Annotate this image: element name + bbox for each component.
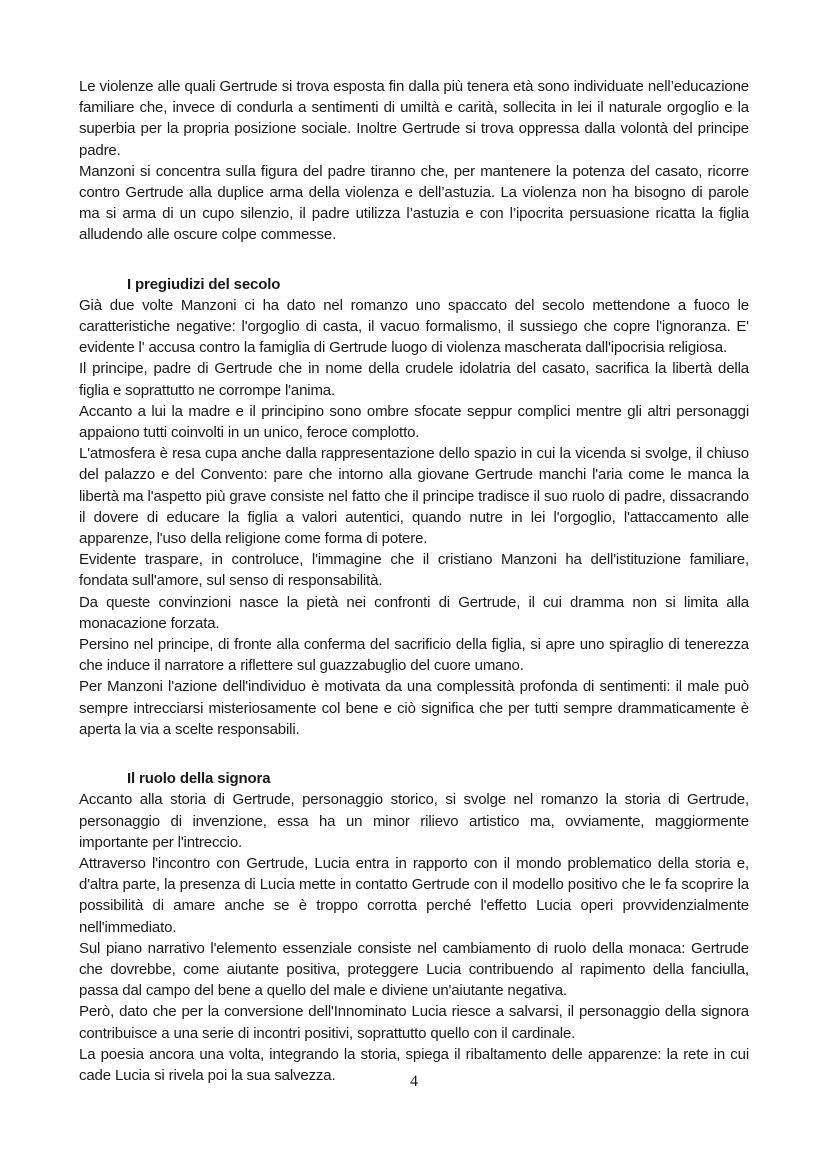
section-pregiudizi bbox=[79, 274, 749, 740]
paragraph: L'atmosfera è resa cupa anche dalla rappresentazione dello spazio in cui la vicenda si svolge, il chiuso del palazzo e del Convento: pare che intorno alla giovane Gertrude manchi l'aria come le manca la libertà ma l'aspetto più grave consiste nel fatto che il principe tradisce il suo ruolo di padre, dissacrando il dovere di educare la figlia a valori autentici, quando nutre in lei l'orgoglio, l'attaccamento alle apparenze, l'uso della religione come forma di potere. bbox=[79, 445, 749, 548]
paragraph: Il principe, padre di Gertrude che in nome della crudele idolatria del casato, sacrifica la libertà della figlia e soprattutto ne corrompe l'anima. bbox=[79, 360, 749, 399]
paragraph: La poesia ancora una volta, integrando la storia, spiega il ribaltamento delle apparenze: la rete in cui cade Lucia si rivela poi la sua salvezza. bbox=[79, 1045, 749, 1084]
section-spacer bbox=[79, 761, 749, 768]
paragraph: Persino nel principe, di fronte alla conferma del sacrificio della figlia, si apre uno spiraglio di tenerezza che induce il narratore a riflettere sul guazzabuglio del cuore umano. bbox=[79, 636, 749, 675]
document-page bbox=[79, 76, 749, 1086]
paragraph: Da queste convinzioni nasce la pietà nei confronti di Gertrude, il cui dramma non si limita alla monacazione forzata. bbox=[79, 593, 749, 632]
page-number: 4 bbox=[410, 1073, 418, 1090]
paragraph: Manzoni si concentra sulla figura del padre tiranno che, per mantenere la potenza del casato, ricorre contro Gertrude alla duplice arma della violenza e dell’astuzia. La violenza non ha bisogno di parole ma si arma di un cupo silenzio, il padre utilizza l’astuzia e con l’ipocrita persuasione ricatta la figlia alludendo alle oscure colpe commesse. bbox=[79, 162, 749, 244]
section-heading: Il ruolo della signora bbox=[127, 770, 271, 788]
paragraph: Già due volte Manzoni ci ha dato nel romanzo uno spaccato del secolo mettendone a fuoco le caratteristiche negative: l'orgoglio di casta, il vacuo formalismo, il sussiego che copre l'ignoranza. E' evidente l' accusa contro la famiglia di Gertrude luogo di violenza mascherata dall'ipocrisia religiosa. bbox=[79, 296, 749, 357]
paragraph: Accanto alla storia di Gertrude, personaggio storico, si svolge nel romanzo la storia di Gertrude, personaggio di invenzione, essa ha un minor rilievo artistico ma, ovviamente, maggiormente importante per l'intreccio. bbox=[79, 791, 749, 851]
section-ruolo-signora bbox=[79, 768, 749, 1086]
paragraph: Per Manzoni l'azione dell'individuo è motivata da una complessità profonda di sentimenti: il male può sempre intrecciarsi misteriosamente col bene e ciò significa che per tutti sempre drammaticamente è aperta la via a scelte responsabili. bbox=[79, 678, 749, 738]
paragraph: Però, dato che per la conversione dell'Innominato Lucia riesce a salvarsi, il personaggio della signora contribuisce a una serie di incontri positivi, soprattutto quello con il cardinale. bbox=[79, 1003, 749, 1042]
paragraph: Le violenze alle quali Gertrude si trova esposta fin dalla più tenera età sono individuate nell’educazione familiare che, invece di condurla a sentimenti di umiltà e carità, sollecita in lei il naturale orgoglio e la superbia per la propria posizione sociale. Inoltre Gertrude si trova oppressa dalla volontà del principe padre. bbox=[79, 78, 749, 159]
section-spacer bbox=[79, 267, 749, 274]
section-spacer bbox=[79, 740, 749, 761]
section-heading: I pregiudizi del secolo bbox=[127, 275, 281, 293]
section-spacer bbox=[79, 246, 749, 267]
intro-section bbox=[79, 76, 749, 246]
paragraph: Accanto a lui la madre e il principino sono ombre sfocate seppur complici mentre gli altri personaggi appaiono tutti coinvolti in un unico, feroce complotto. bbox=[79, 402, 749, 442]
paragraph: Sul piano narrativo l'elemento essenziale consiste nel cambiamento di ruolo della monaca: Gertrude che dovrebbe, come aiutante positiva, proteggere Lucia contribuendo al rapimento della fanciulla, passa dal campo del bene a quello del male e diviene un'aiutante negativa. bbox=[79, 939, 749, 1000]
paragraph: Evidente traspare, in controluce, l'immagine che il cristiano Manzoni ha dell'istituzione familiare, fondata sull'amore, sul senso di responsabilità. bbox=[79, 551, 749, 590]
paragraph: Attraverso l'incontro con Gertrude, Lucia entra in rapporto con il mondo problematico della storia e, d'altra parte, la presenza di Lucia mette in contatto Gertrude con il modello positivo che le fa scoprire la possibilità di amare anche se è troppo corrotta perché l'effetto Lucia operi provvidenzialmente nell'immediato. bbox=[79, 854, 749, 936]
